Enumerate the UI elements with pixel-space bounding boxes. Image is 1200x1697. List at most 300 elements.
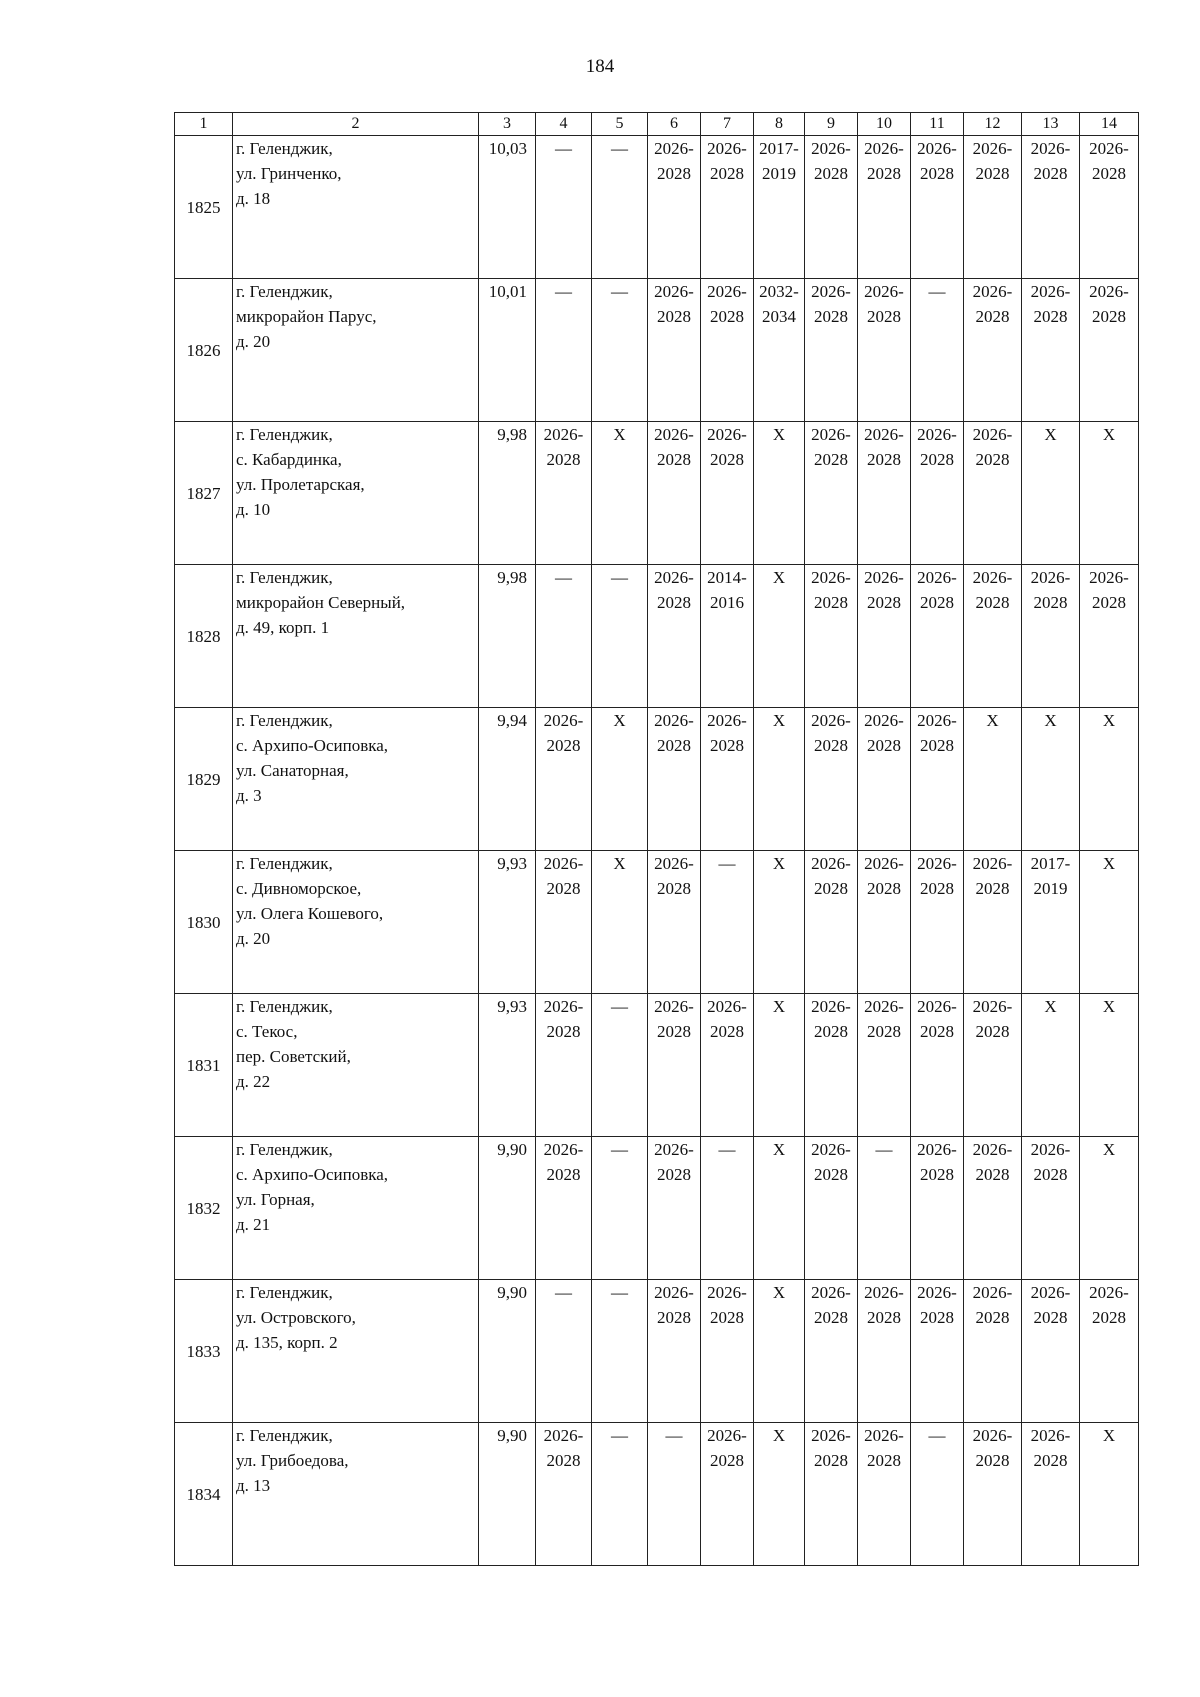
term-cell — [754, 1137, 805, 1280]
term-cell — [648, 851, 701, 994]
term-line: 2028 — [975, 1165, 1010, 1184]
term-line: X — [613, 425, 626, 444]
area-cell: 9,90 — [479, 1423, 536, 1566]
term-cell — [1022, 851, 1080, 994]
term-line: 2028 — [657, 879, 691, 898]
term-line: 2026- — [707, 1426, 747, 1445]
area-cell: 10,01 — [479, 279, 536, 422]
term-cell — [592, 994, 648, 1137]
term-cell — [858, 708, 911, 851]
row-number: 1829 — [175, 708, 233, 851]
column-header-4: 4 — [536, 113, 592, 136]
address-line: д. 49, корп. 1 — [236, 618, 330, 637]
address-line: г. Геленджик, — [236, 1426, 333, 1445]
term-line: 2028 — [814, 1451, 848, 1470]
term-cell — [964, 1137, 1022, 1280]
address-line: ул. Гринченко, — [236, 164, 342, 183]
term-line: 2032- — [759, 282, 799, 301]
page-number: 184 — [585, 56, 615, 77]
term-line: 2026- — [811, 854, 851, 873]
term-line: 2028 — [867, 307, 901, 326]
term-line: 2026- — [972, 425, 1013, 444]
term-cell — [964, 708, 1022, 851]
term-line: 2026- — [654, 425, 694, 444]
term-line: 2026- — [707, 997, 747, 1016]
term-cell — [911, 279, 964, 422]
term-line: 2028 — [867, 593, 901, 612]
term-line: 2028 — [867, 450, 901, 469]
term-line: X — [1102, 711, 1116, 730]
term-line: 2026- — [543, 997, 584, 1016]
column-header-11: 11 — [911, 113, 964, 136]
term-line: 2026- — [1030, 1140, 1071, 1159]
term-line: 2026- — [864, 854, 904, 873]
term-cell — [701, 1280, 754, 1423]
term-line: 2026- — [972, 997, 1013, 1016]
address-line: д. 10 — [236, 500, 271, 519]
area-cell: 9,93 — [479, 994, 536, 1137]
term-line: X — [1102, 1140, 1116, 1159]
term-cell — [754, 1280, 805, 1423]
address-line: д. 3 — [236, 786, 262, 805]
address-cell — [233, 851, 479, 994]
term-line: 2028 — [920, 450, 954, 469]
term-cell — [858, 994, 911, 1137]
term-cell — [536, 422, 592, 565]
term-line: 2028 — [657, 1022, 691, 1041]
term-cell — [805, 1280, 858, 1423]
address-cell — [233, 279, 479, 422]
table-row — [175, 422, 1139, 565]
term-line: 2026- — [707, 711, 747, 730]
term-line: 2026- — [811, 997, 851, 1016]
term-line: X — [1102, 997, 1116, 1016]
address-line: д. 13 — [236, 1476, 271, 1495]
term-cell — [858, 1423, 911, 1566]
term-cell — [701, 422, 754, 565]
term-line: 2026- — [1089, 139, 1129, 158]
term-line: 2017- — [1030, 854, 1071, 873]
term-line: 2026- — [543, 854, 584, 873]
term-cell — [592, 279, 648, 422]
term-line: 2026- — [811, 282, 851, 301]
term-line: 2026- — [654, 854, 694, 873]
term-line: 2026- — [1089, 282, 1129, 301]
term-cell — [701, 708, 754, 851]
term-line: 2028 — [657, 307, 691, 326]
term-line: 2028 — [657, 450, 691, 469]
area-cell: 9,90 — [479, 1137, 536, 1280]
address-cell — [233, 1423, 479, 1566]
table-row — [175, 1137, 1139, 1280]
term-cell — [911, 851, 964, 994]
term-cell — [701, 851, 754, 994]
term-line: 2028 — [867, 1022, 901, 1041]
table-row — [175, 136, 1139, 279]
term-line: 2028 — [710, 1451, 744, 1470]
term-line: 2026- — [707, 1283, 747, 1302]
address-line: д. 135, корп. 2 — [236, 1333, 338, 1352]
term-line: 2028 — [657, 736, 691, 755]
term-line: 2028 — [1092, 164, 1126, 183]
term-cell — [754, 279, 805, 422]
address-line: д. 22 — [236, 1072, 271, 1091]
term-cell — [964, 851, 1022, 994]
address-line: г. Геленджик, — [236, 139, 333, 158]
term-cell — [648, 279, 701, 422]
term-line: — — [611, 1140, 628, 1159]
address-cell — [233, 1137, 479, 1280]
address-line: ул. Олега Кошевого, — [236, 904, 384, 923]
term-line: 2026- — [1089, 568, 1129, 587]
term-cell — [592, 1137, 648, 1280]
term-line: 2028 — [546, 1165, 581, 1184]
term-cell — [701, 1137, 754, 1280]
term-line: 2028 — [546, 1451, 581, 1470]
term-line: 2028 — [710, 307, 744, 326]
term-cell — [1080, 136, 1139, 279]
term-cell — [964, 565, 1022, 708]
address-cell — [233, 708, 479, 851]
term-line: 2028 — [975, 307, 1010, 326]
address-line: ул. Грибоедова, — [236, 1451, 349, 1470]
term-line: 2028 — [975, 593, 1010, 612]
term-line: 2017- — [759, 139, 799, 158]
address-line: с. Архипо-Осиповка, — [236, 736, 389, 755]
term-line: 2026- — [972, 568, 1013, 587]
term-line: 2028 — [814, 164, 848, 183]
term-cell — [805, 708, 858, 851]
term-cell — [536, 279, 592, 422]
term-cell — [536, 708, 592, 851]
term-cell — [1080, 422, 1139, 565]
address-line: г. Геленджик, — [236, 568, 333, 587]
term-line: 2028 — [920, 879, 954, 898]
term-line: — — [611, 997, 628, 1016]
term-line: — — [611, 139, 628, 158]
term-line: X — [772, 711, 786, 730]
area-cell: 9,90 — [479, 1280, 536, 1423]
table-row — [175, 708, 1139, 851]
term-line: 2028 — [814, 736, 848, 755]
term-cell — [754, 1423, 805, 1566]
term-line: 2028 — [710, 736, 744, 755]
term-cell — [911, 994, 964, 1137]
term-cell — [592, 851, 648, 994]
term-cell — [858, 565, 911, 708]
term-cell — [754, 422, 805, 565]
term-cell — [754, 708, 805, 851]
term-cell — [964, 279, 1022, 422]
term-line: 2028 — [814, 1308, 848, 1327]
address-line: д. 21 — [236, 1215, 271, 1234]
term-line: 2019 — [762, 164, 796, 183]
term-line: 2028 — [814, 1022, 848, 1041]
column-header-3: 3 — [479, 113, 536, 136]
row-number: 1828 — [175, 565, 233, 708]
term-line: 2019 — [1033, 879, 1068, 898]
term-cell — [1080, 708, 1139, 851]
column-header-2: 2 — [233, 113, 479, 136]
term-line: 2026- — [543, 425, 584, 444]
term-cell — [858, 136, 911, 279]
term-line: 2034 — [762, 307, 796, 326]
address-line: г. Геленджик, — [236, 711, 333, 730]
term-cell — [592, 565, 648, 708]
term-line: 2026- — [917, 854, 957, 873]
term-line: 2026- — [707, 139, 747, 158]
term-cell — [648, 708, 701, 851]
term-cell — [805, 422, 858, 565]
row-number: 1825 — [175, 136, 233, 279]
term-cell — [964, 994, 1022, 1137]
term-line: 2028 — [657, 1165, 691, 1184]
table-body — [175, 113, 1139, 1566]
term-line: 2026- — [972, 1426, 1013, 1445]
term-cell — [858, 1137, 911, 1280]
term-line: 2028 — [546, 736, 581, 755]
term-cell — [1080, 565, 1139, 708]
term-line: 2026- — [811, 1140, 851, 1159]
term-line: 2028 — [814, 307, 848, 326]
term-cell — [1022, 565, 1080, 708]
address-line: ул. Пролетарская, — [236, 475, 365, 494]
term-cell — [536, 994, 592, 1137]
term-line: — — [928, 1426, 946, 1445]
term-line: 2028 — [657, 593, 691, 612]
term-line: 2028 — [814, 450, 848, 469]
term-line: 2028 — [975, 1451, 1010, 1470]
area-cell: 9,98 — [479, 565, 536, 708]
term-cell — [911, 136, 964, 279]
term-line: X — [772, 1283, 786, 1302]
term-line: — — [718, 854, 736, 873]
term-line: 2028 — [975, 450, 1010, 469]
term-line: X — [613, 854, 626, 873]
column-header-14: 14 — [1080, 113, 1139, 136]
term-line: 2026- — [917, 711, 957, 730]
term-line: — — [718, 1140, 736, 1159]
address-line: г. Геленджик, — [236, 425, 333, 444]
term-line: 2026- — [654, 282, 694, 301]
term-cell — [805, 1423, 858, 1566]
term-line: 2028 — [1092, 1308, 1126, 1327]
term-cell — [648, 1423, 701, 1566]
term-cell — [648, 136, 701, 279]
term-cell — [592, 422, 648, 565]
term-cell — [701, 136, 754, 279]
address-line: д. 18 — [236, 189, 271, 208]
address-cell — [233, 422, 479, 565]
term-line: 2026- — [654, 568, 694, 587]
term-cell — [805, 851, 858, 994]
term-line: 2014- — [707, 568, 747, 587]
area-cell: 9,94 — [479, 708, 536, 851]
address-line: ул. Горная, — [236, 1190, 315, 1209]
term-line: 2028 — [975, 1022, 1010, 1041]
term-line: 2026- — [543, 1426, 584, 1445]
term-line: 2026- — [864, 282, 904, 301]
term-line: 2026- — [811, 711, 851, 730]
term-line: 2028 — [657, 1308, 691, 1327]
term-line: 2028 — [710, 164, 744, 183]
term-line: 2026- — [972, 1140, 1013, 1159]
term-line: — — [555, 1283, 572, 1302]
table-row — [175, 851, 1139, 994]
term-line: 2028 — [975, 1308, 1010, 1327]
term-line: — — [665, 1426, 683, 1445]
term-cell — [1022, 422, 1080, 565]
term-cell — [1022, 279, 1080, 422]
term-line: 2028 — [546, 450, 581, 469]
term-line: X — [772, 425, 786, 444]
term-line: 2026- — [864, 1426, 904, 1445]
term-line: X — [772, 568, 786, 587]
term-line: 2026- — [917, 997, 957, 1016]
term-line: X — [772, 997, 786, 1016]
term-cell — [701, 565, 754, 708]
term-line: 2026- — [811, 568, 851, 587]
term-line: 2026- — [811, 1426, 851, 1445]
term-line: 2026- — [917, 568, 957, 587]
term-cell — [1080, 279, 1139, 422]
term-line: 2028 — [1033, 164, 1068, 183]
term-line: 2028 — [920, 1165, 954, 1184]
address-line: ул. Санаторная, — [236, 761, 349, 780]
term-line: 2026- — [917, 425, 957, 444]
term-line: X — [772, 1426, 786, 1445]
registry-table — [174, 112, 1139, 1566]
column-header-10: 10 — [858, 113, 911, 136]
term-line: — — [611, 1426, 628, 1445]
term-line: 2026- — [654, 711, 694, 730]
term-cell — [805, 565, 858, 708]
term-line: 2026- — [864, 568, 904, 587]
term-line: — — [611, 282, 628, 301]
term-cell — [754, 994, 805, 1137]
address-line: г. Геленджик, — [236, 282, 333, 301]
address-line: д. 20 — [236, 929, 271, 948]
area-cell: 10,03 — [479, 136, 536, 279]
term-line: 2026- — [1030, 282, 1071, 301]
term-line: 2028 — [1033, 1451, 1068, 1470]
address-line: пер. Советский, — [236, 1047, 351, 1066]
column-header-12: 12 — [964, 113, 1022, 136]
address-cell — [233, 994, 479, 1137]
term-line: — — [555, 139, 572, 158]
term-line: 2026- — [972, 139, 1013, 158]
term-cell — [911, 1137, 964, 1280]
term-cell — [701, 994, 754, 1137]
term-cell — [648, 1280, 701, 1423]
column-header-7: 7 — [701, 113, 754, 136]
row-number: 1831 — [175, 994, 233, 1137]
term-line: 2028 — [920, 1022, 954, 1041]
term-cell — [805, 994, 858, 1137]
term-line: X — [1044, 425, 1057, 444]
term-line: 2028 — [920, 1308, 954, 1327]
term-cell — [536, 851, 592, 994]
address-line: г. Геленджик, — [236, 854, 333, 873]
term-line: 2026- — [972, 1283, 1013, 1302]
address-line: с. Дивноморское, — [236, 879, 362, 898]
column-header-8: 8 — [754, 113, 805, 136]
term-cell — [701, 279, 754, 422]
term-line: 2028 — [867, 1451, 901, 1470]
term-line: — — [611, 568, 628, 587]
address-line: г. Геленджик, — [236, 997, 333, 1016]
address-line: ул. Островского, — [236, 1308, 356, 1327]
term-line: 2026- — [654, 1140, 694, 1159]
term-cell — [1080, 851, 1139, 994]
term-line: X — [986, 711, 999, 730]
term-line: 2026- — [864, 425, 904, 444]
table-row — [175, 1280, 1139, 1423]
term-line: 2026- — [1030, 1283, 1071, 1302]
term-line: 2026- — [864, 997, 904, 1016]
term-line: 2026- — [1030, 139, 1071, 158]
term-cell — [858, 422, 911, 565]
term-line: 2026- — [972, 282, 1013, 301]
term-cell — [592, 136, 648, 279]
term-line: 2026- — [972, 854, 1013, 873]
address-line: с. Текос, — [236, 1022, 298, 1041]
row-number: 1827 — [175, 422, 233, 565]
table-row — [175, 565, 1139, 708]
term-line: X — [1044, 711, 1057, 730]
address-cell — [233, 1280, 479, 1423]
term-line: 2026- — [864, 139, 904, 158]
address-line: г. Геленджик, — [236, 1140, 333, 1159]
term-cell — [858, 1280, 911, 1423]
term-cell — [805, 1137, 858, 1280]
term-cell — [911, 1423, 964, 1566]
term-cell — [536, 565, 592, 708]
term-cell — [911, 1280, 964, 1423]
term-line: — — [555, 568, 572, 587]
term-cell — [592, 1423, 648, 1566]
term-line: X — [1102, 425, 1116, 444]
table-row — [175, 1423, 1139, 1566]
table-row — [175, 279, 1139, 422]
term-cell — [648, 994, 701, 1137]
term-cell — [1022, 1137, 1080, 1280]
term-line: 2026- — [811, 139, 851, 158]
term-line: 2028 — [1092, 593, 1126, 612]
column-header-1: 1 — [175, 113, 233, 136]
term-line: 2028 — [710, 1308, 744, 1327]
term-line: 2026- — [1089, 1283, 1129, 1302]
term-cell — [1022, 708, 1080, 851]
term-cell — [648, 422, 701, 565]
term-line: X — [1102, 854, 1116, 873]
term-line: 2028 — [814, 1165, 848, 1184]
term-line: 2028 — [920, 164, 954, 183]
term-line: X — [772, 854, 786, 873]
row-number: 1830 — [175, 851, 233, 994]
term-cell — [1022, 1423, 1080, 1566]
term-cell — [754, 851, 805, 994]
term-line: X — [772, 1140, 786, 1159]
term-line: 2028 — [1033, 1165, 1068, 1184]
term-line: 2028 — [546, 879, 581, 898]
term-cell — [1080, 994, 1139, 1137]
term-line: 2028 — [1033, 307, 1068, 326]
term-cell — [1022, 994, 1080, 1137]
term-cell — [648, 565, 701, 708]
term-cell — [805, 279, 858, 422]
term-line: 2026- — [654, 139, 694, 158]
